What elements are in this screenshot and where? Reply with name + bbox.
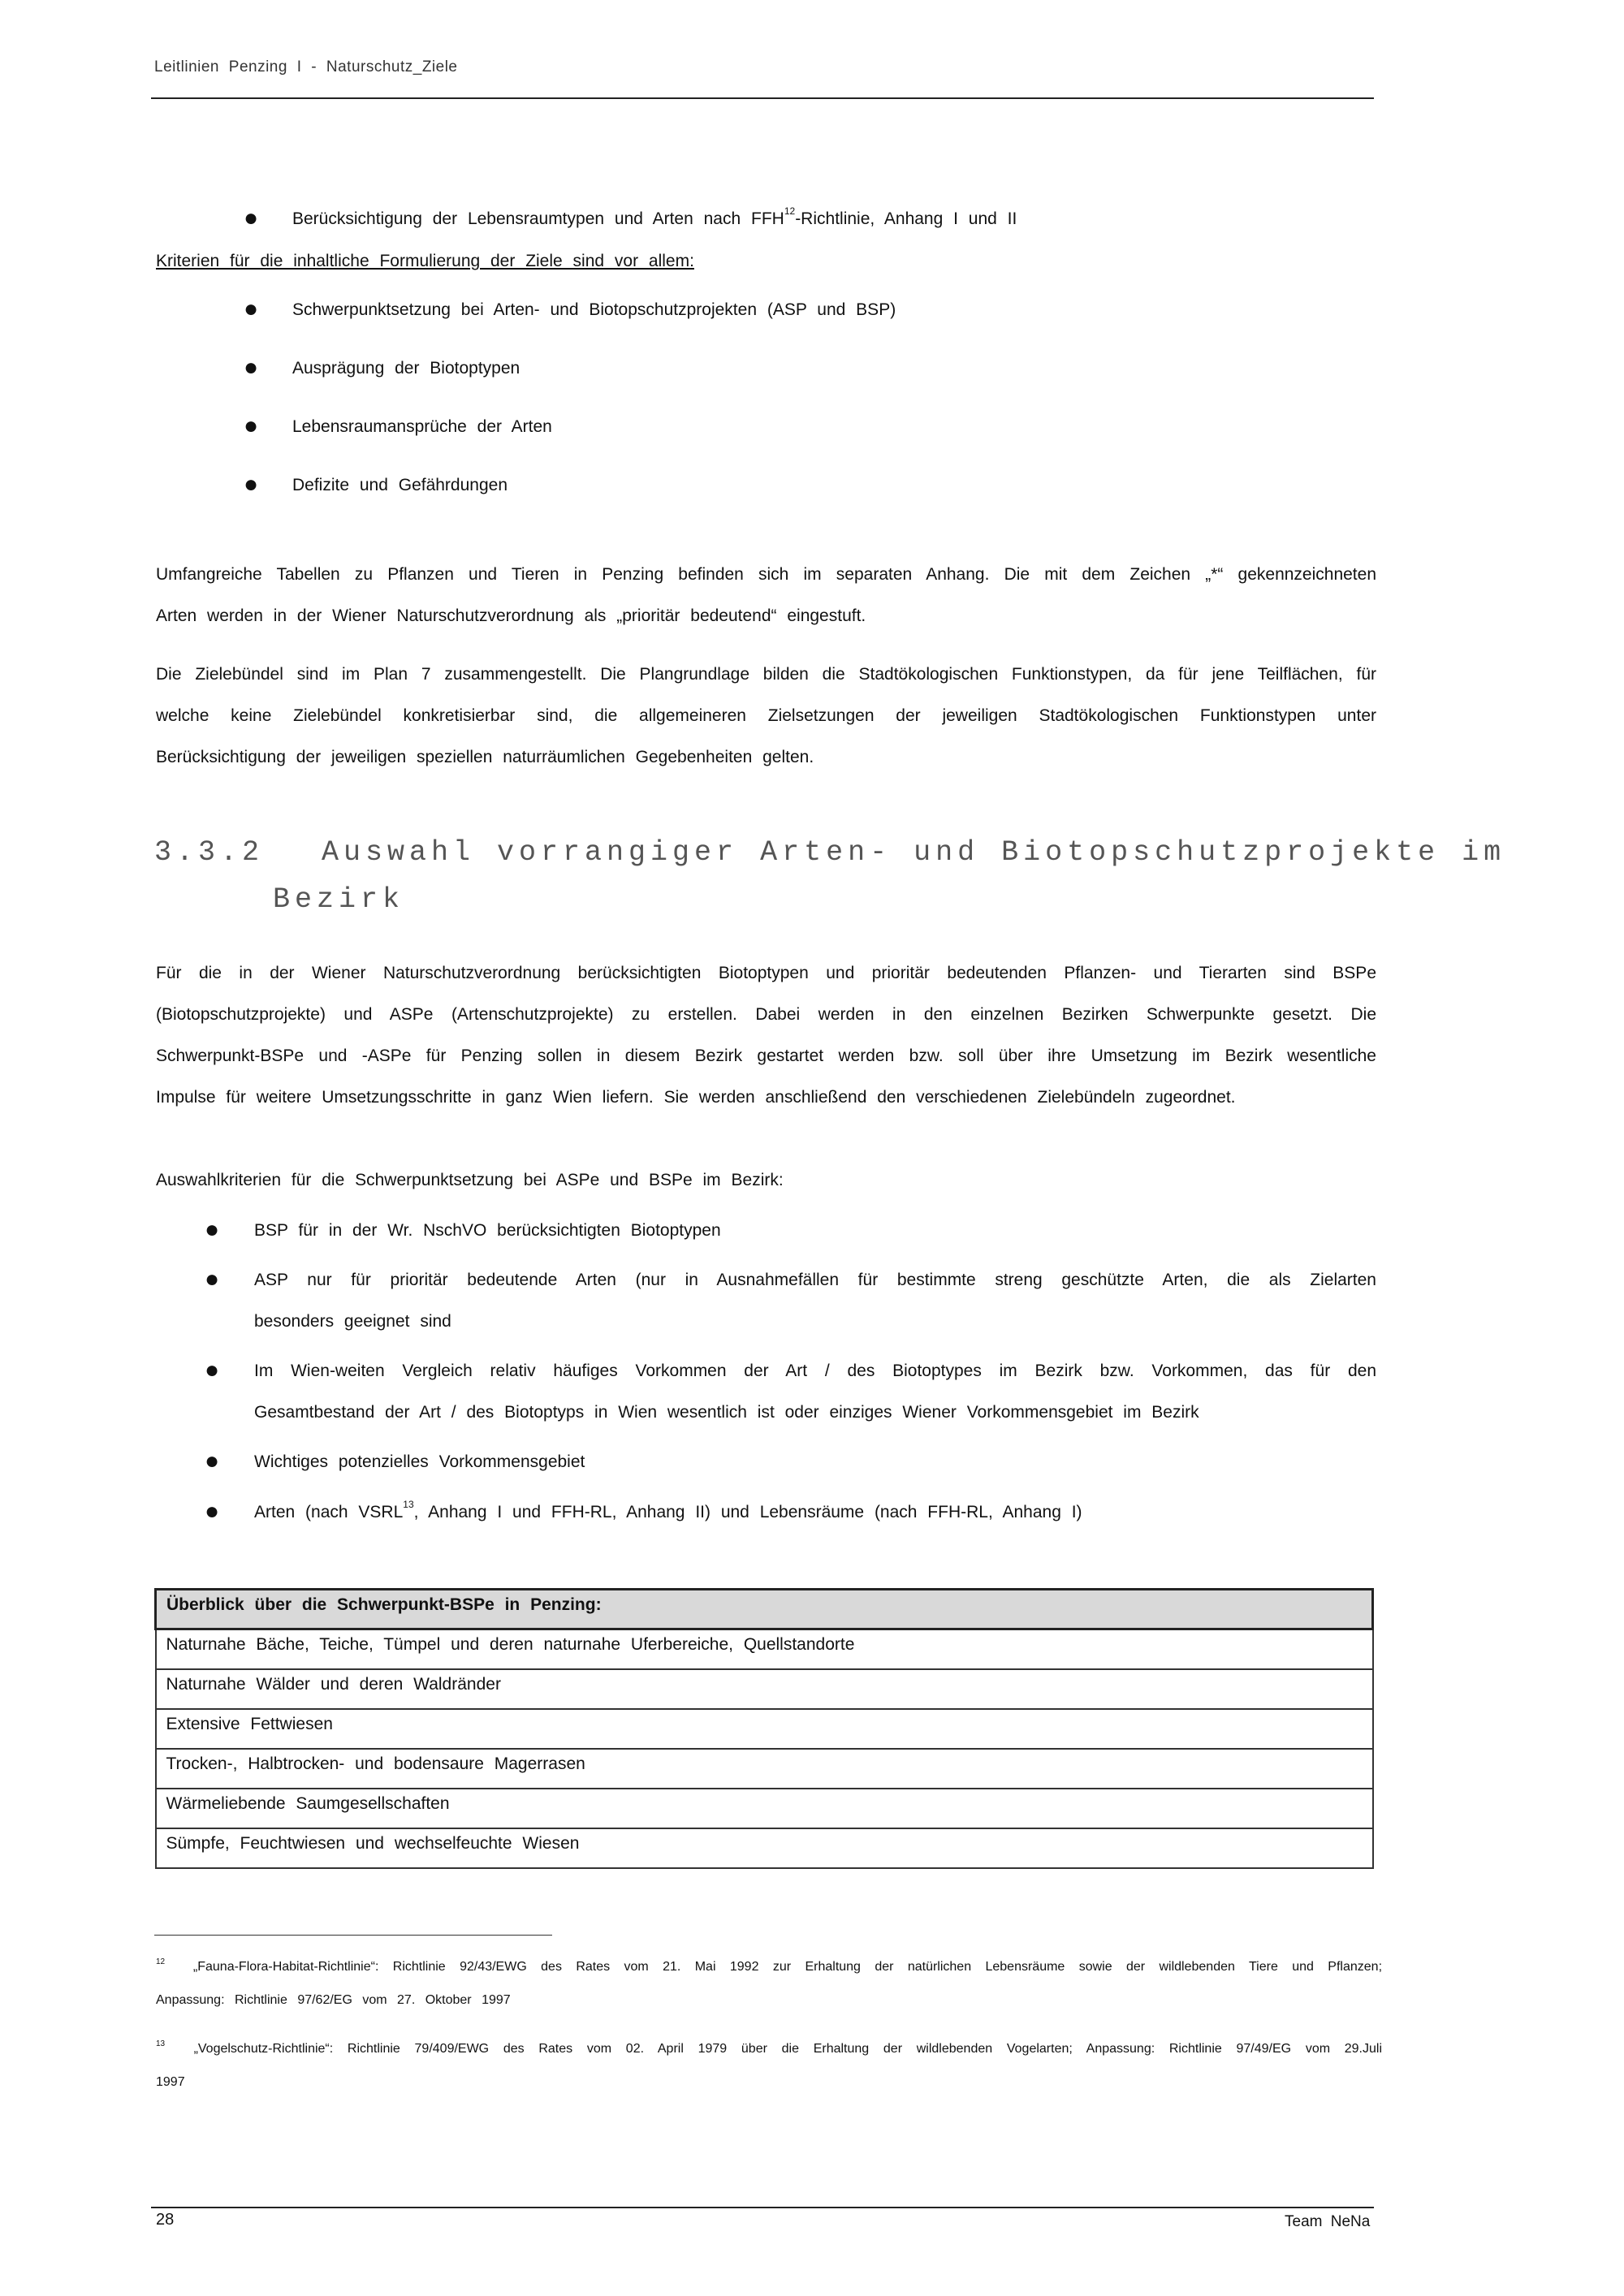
table-header-row [156, 1590, 1373, 1629]
overview-table [154, 1588, 1374, 1869]
selection-item: BSP für in der Wr. NschVO berücksichtigten Biotoptypen [254, 1221, 721, 1240]
section-title: Auswahl vorrangiger Arten- und Biotopschutzprojekte im [322, 836, 1506, 869]
table-row [156, 1629, 1373, 1669]
footnote-mark: 12 [156, 1957, 166, 1966]
selection-item: ASP nur für prioritär bedeutende Arten (nur in Ausnahmefällen für bestimmte streng geschützte Arten, die als Zielarten [254, 1271, 1376, 1289]
bullet-icon: ● [244, 354, 259, 381]
paragraph-line: (Biotopschutzprojekte) und ASPe (Artenschutzprojekte) zu erstellen. Dabei werden in den einzelnen Bezirken Schwerpunkte gesetzt. Die [156, 1005, 1376, 1024]
intro-bullet-pre: Berücksichtigung der Lebensraumtypen und Arten nach FFH [292, 209, 784, 228]
paragraph-line: Arten werden in der Wiener Naturschutzverordnung als „prioritär bedeutend“ eingestuft. [156, 606, 866, 625]
table-cell: Wärmeliebende Saumgesellschaften [156, 1789, 1373, 1828]
paragraph-line: welche keine Zielebündel konkretisierbar sind, die allgemeineren Zielsetzungen der jeweiligen Stadtökologischen Funktionstypen unter [156, 706, 1376, 725]
paragraph-line: Die Zielebündel sind im Plan 7 zusammengestellt. Die Plangrundlage bilden die Stadtökologischen Funktionstypen, da für jene Teilflächen, für [156, 665, 1376, 684]
table-cell: Extensive Fettwiesen [156, 1709, 1373, 1749]
footnote-text: „Vogelschutz-Richtlinie“: Richtlinie 79/409/EWG des Rates vom 02. April 1979 über die Erhaltung der wildlebenden Vogelarten; Anpassung: Richtlinie 97/49/EG vom 29.Juli [193, 2042, 1383, 2056]
footnote-13 [156, 2032, 1382, 2065]
selection-item-continued: Gesamtbestand der Art / des Biotoptyps in Wien wesentlich ist oder einziges Wiener Vorkommensgebiet im Bezirk [254, 1403, 1199, 1422]
selection-item: Wichtiges potenzielles Vorkommensgebiet [254, 1452, 585, 1471]
criteria-item: Schwerpunktsetzung bei Arten- und Biotopschutzprojekten (ASP und BSP) [292, 300, 896, 319]
footnote-13-continued: 1997 [156, 2075, 185, 2089]
bullet-icon: ● [205, 1498, 220, 1525]
criteria-item: Lebensraumansprüche der Arten [292, 417, 552, 436]
bullet-icon: ● [244, 205, 259, 231]
selection-item-continued: besonders geeignet sind [254, 1312, 451, 1331]
table-cell: Sümpfe, Feuchtwiesen und wechselfeuchte Wiesen [156, 1828, 1373, 1868]
bullet-icon: ● [205, 1266, 220, 1293]
footnote-divider [154, 1935, 552, 1936]
bullet-icon: ● [244, 471, 259, 498]
footer-divider [151, 2207, 1374, 2208]
intro-bullet-text [292, 198, 1017, 240]
footnote-text: „Fauna-Flora-Habitat-Richtlinie“: Richtlinie 92/43/EWG des Rates vom 21. Mai 1992 zur Erhaltung der natürlichen Lebensräume sowie der wildlebenden Tiere und Pflanzen; [192, 1960, 1383, 1974]
table-cell: Trocken-, Halbtrocken- und bodensaure Magerrasen [156, 1749, 1373, 1789]
section-number: 3.3.2 [154, 836, 265, 869]
selection-heading: Auswahlkriterien für die Schwerpunktsetzung bei ASPe und BSPe im Bezirk: [156, 1171, 784, 1189]
intro-bullet-post: -Richtlinie, Anhang I und II [795, 209, 1017, 228]
footnote-mark: 13 [156, 2039, 166, 2048]
table-row [156, 1749, 1373, 1789]
running-header: Leitlinien Penzing I - Naturschutz_Ziele [154, 58, 458, 76]
criteria-item: Defizite und Gefährdungen [292, 476, 508, 494]
criteria-heading: Kriterien für die inhaltliche Formulierung der Ziele sind vor allem: [156, 252, 694, 270]
footnote-12-continued: Anpassung: Richtlinie 97/62/EG vom 27. Oktober 1997 [156, 1993, 511, 2007]
table-cell: Naturnahe Wälder und deren Waldränder [156, 1669, 1373, 1709]
footnote-ref-13: 13 [403, 1499, 414, 1510]
criteria-item: Ausprägung der Biotoptypen [292, 359, 520, 378]
selection-item-5-pre: Arten (nach VSRL [254, 1503, 404, 1521]
selection-item [254, 1491, 1082, 1533]
table-header-cell: Überblick über die Schwerpunkt-BSPe in Penzing: [156, 1590, 1373, 1629]
footnote-ref-12: 12 [784, 205, 796, 217]
paragraph-line: Für die in der Wiener Naturschutzverordnung berücksichtigten Biotoptypen und prioritär bedeutenden Pflanzen- und Tierarten sind BSPe [156, 964, 1376, 982]
table-row [156, 1669, 1373, 1709]
bullet-icon: ● [205, 1448, 220, 1474]
paragraph-line: Berücksichtigung der jeweiligen speziellen naturräumlichen Gegebenheiten gelten. [156, 748, 814, 766]
bullet-icon: ● [244, 412, 259, 439]
paragraph-line: Impulse für weitere Umsetzungsschritte in ganz Wien liefern. Sie werden anschließend den verschiedenen Zielebündeln zugeordnet. [156, 1088, 1236, 1107]
table-row [156, 1789, 1373, 1828]
paragraph-line: Umfangreiche Tabellen zu Pflanzen und Tieren in Penzing befinden sich im separaten Anhang. Die mit dem Zeichen „*“ gekennzeichneten [156, 565, 1376, 584]
table-row [156, 1709, 1373, 1749]
paragraph-line: Schwerpunkt-BSPe und -ASPe für Penzing sollen in diesem Bezirk gestartet werden bzw. soll über ihre Umsetzung im Bezirk wesentliche [156, 1047, 1376, 1065]
bullet-icon: ● [244, 296, 259, 322]
footer-team: Team NeNa [1285, 2213, 1371, 2230]
selection-item-5-post: , Anhang I und FFH-RL, Anhang II) und Lebensräume (nach FFH-RL, Anhang I) [413, 1503, 1082, 1521]
header-divider [151, 97, 1374, 99]
table-row [156, 1828, 1373, 1868]
page-number: 28 [156, 2211, 175, 2229]
footnote-12 [156, 1950, 1382, 1983]
bullet-icon: ● [205, 1216, 220, 1243]
selection-item: Im Wien-weiten Vergleich relativ häufiges Vorkommen der Art / des Biotoptypes im Bezirk bzw. Vorkommen, das für den [254, 1362, 1376, 1380]
table-cell: Naturnahe Bäche, Teiche, Tümpel und deren naturnahe Uferbereiche, Quellstandorte [156, 1629, 1373, 1669]
bullet-icon: ● [205, 1357, 220, 1383]
section-title-continued: Bezirk [273, 883, 405, 916]
